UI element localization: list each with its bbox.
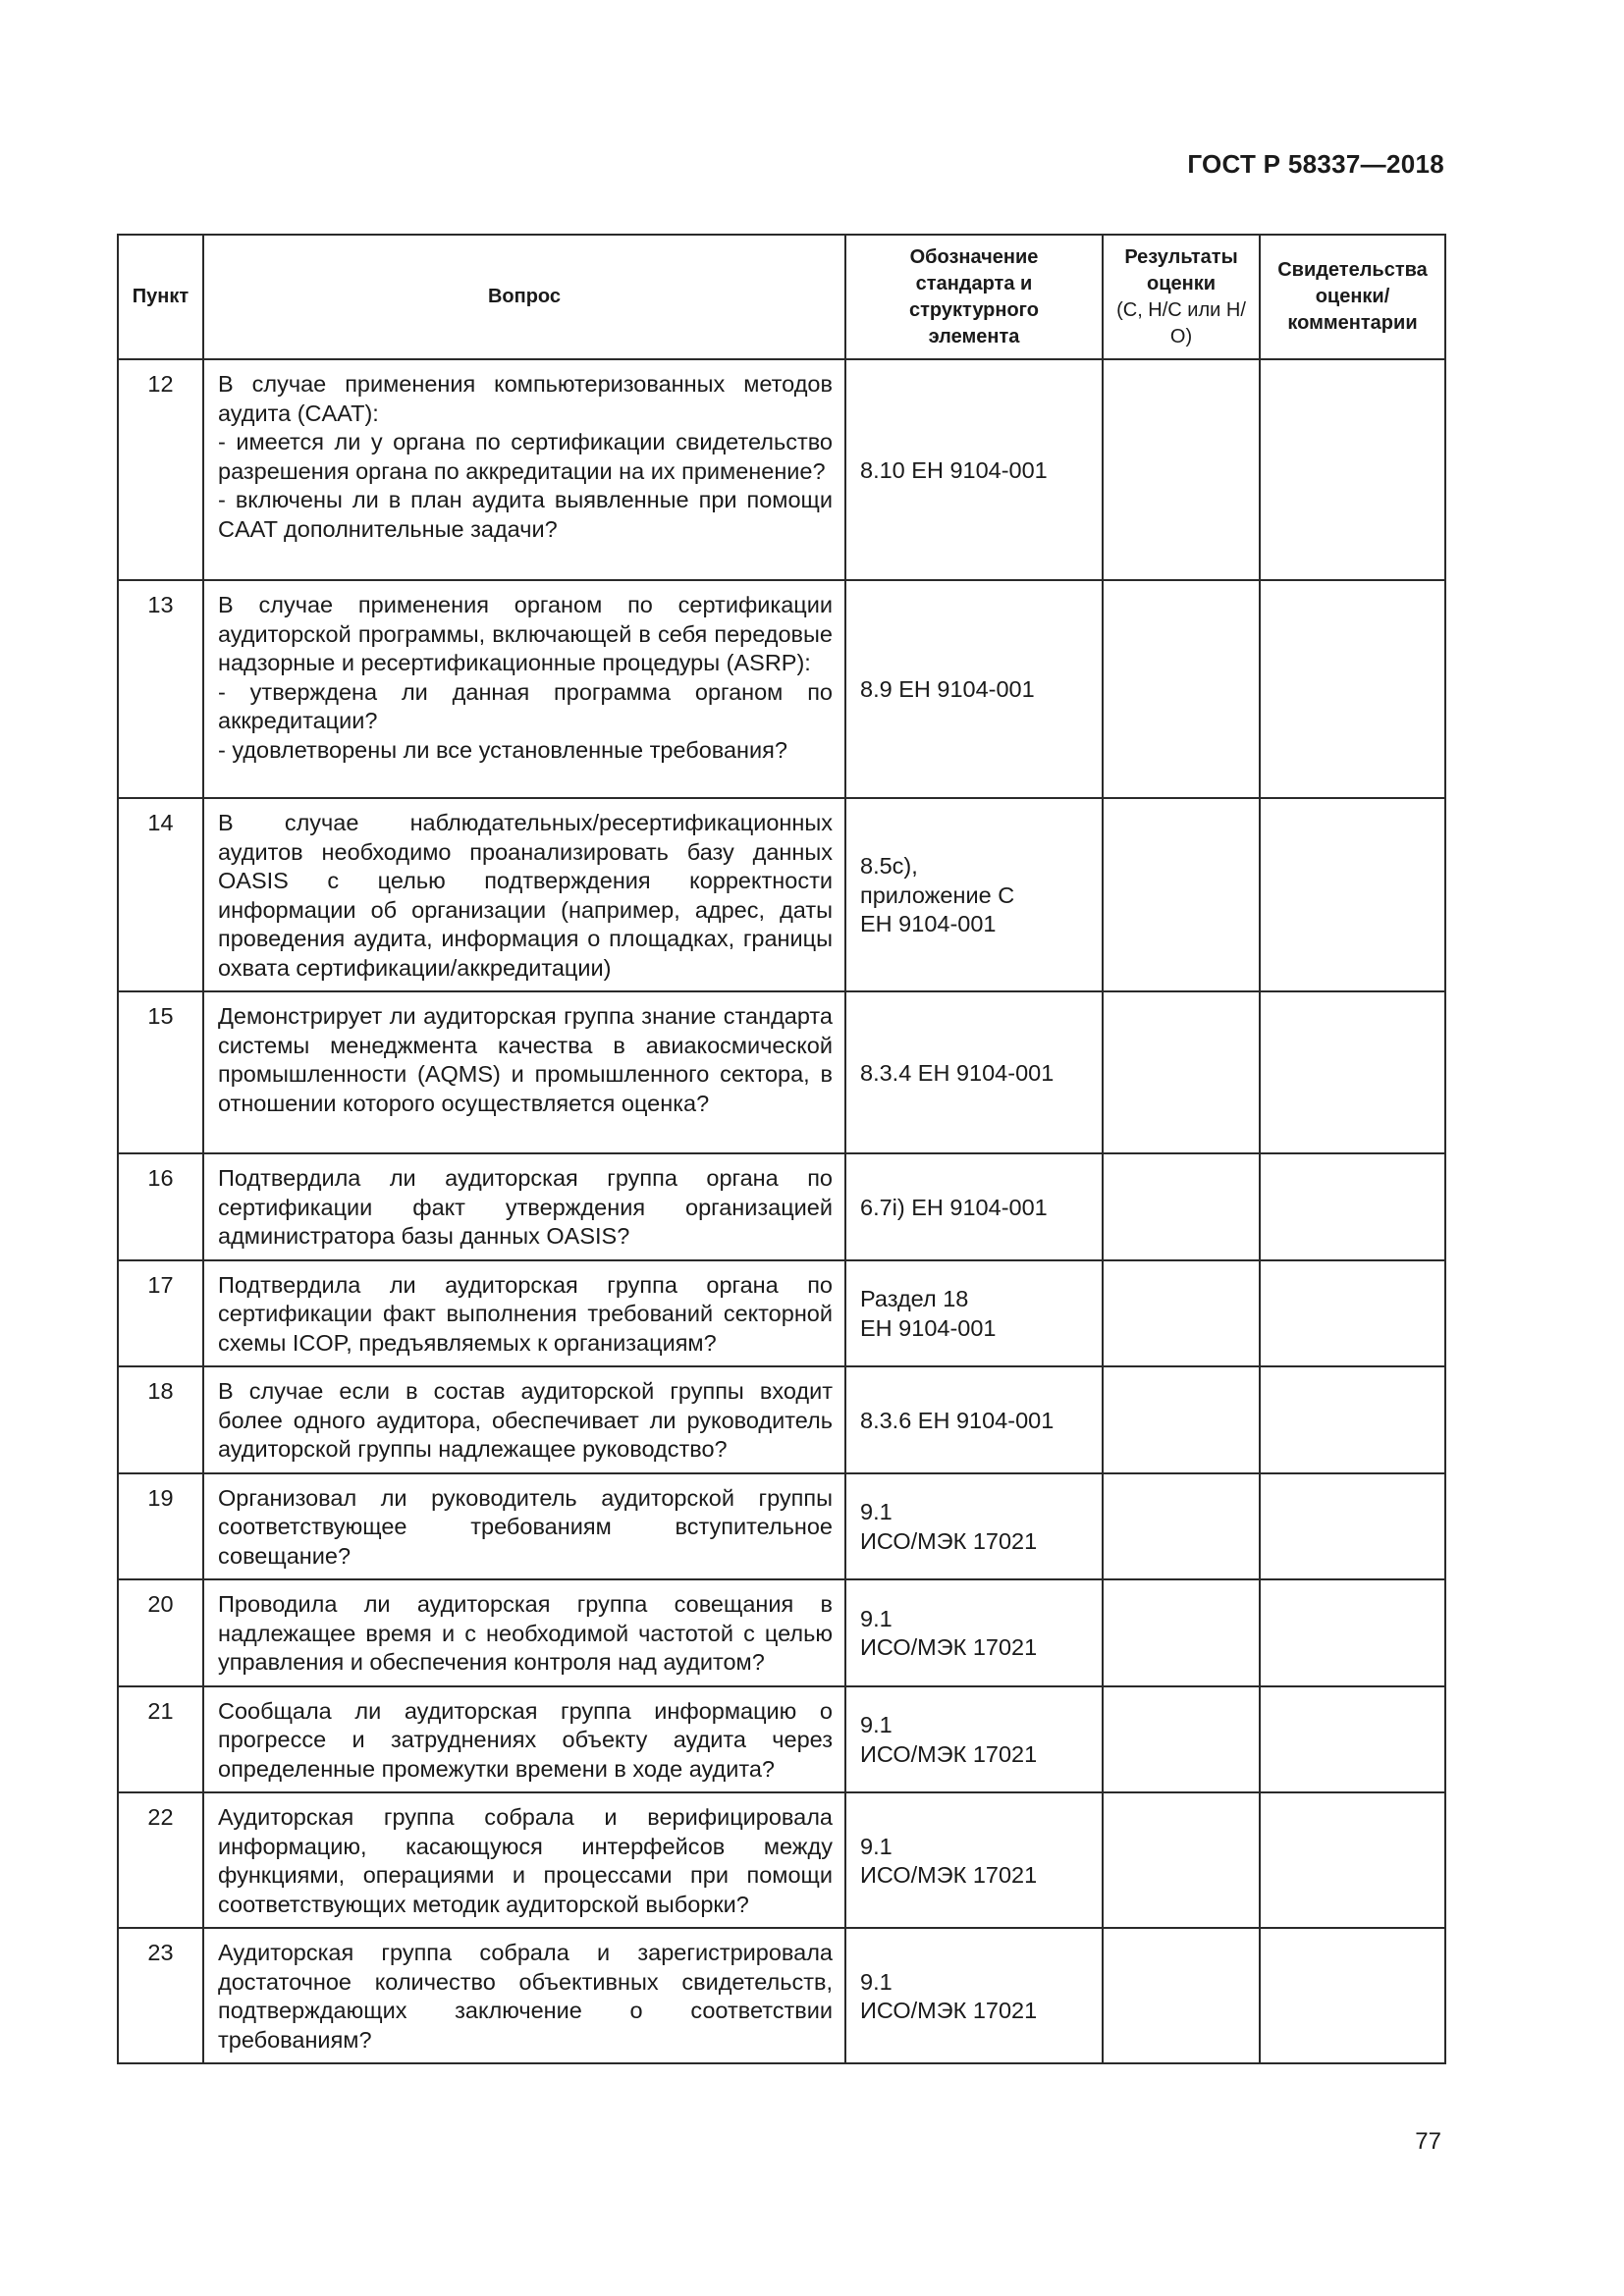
row-question — [203, 991, 845, 1153]
table-row — [118, 1579, 1445, 1686]
row-evidence-cell — [1260, 798, 1445, 991]
column-header-result-sub: (С, Н/С или Н/О) — [1116, 298, 1246, 347]
row-question — [203, 1473, 845, 1580]
column-header-evidence — [1260, 235, 1445, 359]
row-standard-reference-line: 6.7i) ЕН 9104-001 — [860, 1194, 1048, 1220]
row-result-cell — [1103, 1792, 1260, 1928]
row-question — [203, 1153, 845, 1260]
row-question-line: - включены ли в план аудита выявленные при помощи CAAT дополнительные задачи? — [218, 487, 833, 542]
row-evidence-cell — [1260, 991, 1445, 1153]
row-standard-reference — [845, 359, 1103, 580]
row-item-number — [118, 580, 203, 798]
row-question-line: В случае если в состав аудиторской группы входит более одного аудитора, обеспечивает ли руководитель аудиторской группы надлежащее руководство? — [218, 1378, 833, 1462]
row-evidence-cell — [1260, 1366, 1445, 1473]
row-standard-reference-line: ИСО/МЭК 17021 — [860, 1740, 1038, 1767]
row-item-number — [118, 1792, 203, 1928]
row-standard-reference — [845, 1686, 1103, 1793]
column-header-question: Вопрос — [203, 235, 845, 359]
page-number: 77 — [1415, 2128, 1441, 2155]
row-standard-reference — [845, 1579, 1103, 1686]
row-standard-reference — [845, 580, 1103, 798]
row-item-number-line: 21 — [147, 1697, 174, 1724]
column-header-standard — [845, 235, 1103, 359]
row-item-number-line: 22 — [147, 1804, 174, 1830]
document-id: ГОСТ Р 58337—2018 — [1187, 149, 1444, 179]
row-question-line: Сообщала ли аудиторская группа информацию о прогрессе и затруднениях объекту аудита через определенные промежутки времени в ходе аудита? — [218, 1697, 833, 1782]
row-standard-reference-line: 9.1 — [860, 1833, 893, 1859]
row-question — [203, 1260, 845, 1367]
table-row — [118, 1366, 1445, 1473]
row-item-number-line: 12 — [147, 371, 174, 397]
row-question-line: Проводила ли аудиторская группа совещания в надлежащее время и с необходимой частотой с целью управления и обеспечения контроля над аудитом? — [218, 1591, 833, 1675]
row-question — [203, 1928, 845, 2063]
checklist-table-container — [117, 234, 1444, 2064]
row-item-number-line: 15 — [147, 1003, 174, 1029]
row-question-line: Подтвердила ли аудиторская группа органа по сертификации факт утверждения организацией администратора базы данных OASIS? — [218, 1165, 833, 1249]
table-row — [118, 580, 1445, 798]
row-standard-reference — [845, 1928, 1103, 2063]
column-header-item: Пункт — [118, 235, 203, 359]
row-standard-reference-line: 9.1 — [860, 1712, 893, 1738]
row-standard-reference-line: ЕН 9104-001 — [860, 1314, 997, 1341]
row-evidence-cell — [1260, 1579, 1445, 1686]
row-question-line: - утверждена ли данная программа органом по аккредитации? — [218, 678, 833, 733]
row-standard-reference — [845, 1260, 1103, 1367]
row-item-number — [118, 359, 203, 580]
row-result-cell — [1103, 1366, 1260, 1473]
column-header-evidence-label: Свидетельства оценки/ комментарии — [1277, 259, 1428, 334]
row-item-number — [118, 1260, 203, 1367]
row-item-number — [118, 1579, 203, 1686]
column-header-standard-label: Обозначение стандарта и структурного элемента — [909, 245, 1039, 347]
row-question-line: Подтвердила ли аудиторская группа органа по сертификации факт выполнения требований секторной схемы ICOP, предъявляемых к организациям? — [218, 1271, 833, 1356]
row-question-line: В случае применения компьютеризованных методов аудита (CAAT): — [218, 371, 833, 426]
table-row — [118, 1928, 1445, 2063]
row-result-cell — [1103, 1153, 1260, 1260]
table-row — [118, 1153, 1445, 1260]
row-standard-reference-line: 9.1 — [860, 1499, 893, 1525]
row-item-number — [118, 1153, 203, 1260]
row-question — [203, 580, 845, 798]
row-evidence-cell — [1260, 1153, 1445, 1260]
row-standard-reference-line: 8.10 ЕН 9104-001 — [860, 456, 1048, 483]
row-evidence-cell — [1260, 1473, 1445, 1580]
row-question-line: Аудиторская группа собрала и верифицировала информацию, касающуюся интерфейсов между функциями, операциями и процессами при помощи соответствующих методик аудиторской выборки? — [218, 1804, 833, 1917]
row-item-number-line: 20 — [147, 1591, 174, 1617]
row-item-number — [118, 1686, 203, 1793]
checklist-table — [117, 234, 1446, 2064]
row-item-number — [118, 991, 203, 1153]
row-evidence-cell — [1260, 1686, 1445, 1793]
row-result-cell — [1103, 991, 1260, 1153]
row-standard-reference-line: ЕН 9104-001 — [860, 911, 997, 937]
row-result-cell — [1103, 580, 1260, 798]
row-question — [203, 1792, 845, 1928]
row-item-number — [118, 798, 203, 991]
row-item-number-line: 14 — [147, 810, 174, 835]
row-question-line: - имеется ли у органа по сертификации свидетельство разрешения органа по аккредитации на их применение? — [218, 429, 833, 484]
row-result-cell — [1103, 1686, 1260, 1793]
row-standard-reference-line: ИСО/МЭК 17021 — [860, 1862, 1038, 1888]
row-result-cell — [1103, 1579, 1260, 1686]
row-standard-reference-line: ИСО/МЭК 17021 — [860, 1634, 1038, 1661]
column-header-result — [1103, 235, 1260, 359]
row-standard-reference — [845, 798, 1103, 991]
row-standard-reference — [845, 1366, 1103, 1473]
row-question-line: Аудиторская группа собрала и зарегистрировала достаточное количество объективных свидетельств, подтверждающих заключение о соответствии требованиям? — [218, 1940, 833, 2053]
table-body — [118, 359, 1445, 2063]
row-standard-reference-line: 9.1 — [860, 1605, 893, 1631]
row-question-line: - удовлетворены ли все установленные требования? — [218, 736, 787, 763]
row-standard-reference-line: ИСО/МЭК 17021 — [860, 1998, 1038, 2023]
row-evidence-cell — [1260, 359, 1445, 580]
row-result-cell — [1103, 1473, 1260, 1580]
row-standard-reference-line: 8.3.4 ЕН 9104-001 — [860, 1059, 1055, 1086]
row-result-cell — [1103, 1260, 1260, 1367]
column-header-result-title: Результаты оценки — [1124, 245, 1238, 294]
row-evidence-cell — [1260, 580, 1445, 798]
row-standard-reference-line: 9.1 — [860, 1968, 893, 1995]
row-result-cell — [1103, 359, 1260, 580]
row-item-number-line: 13 — [147, 592, 174, 617]
table-row — [118, 991, 1445, 1153]
row-question-line: Организовал ли руководитель аудиторской группы соответствующее требованиям вступительное совещание? — [218, 1484, 833, 1569]
row-item-number-line: 19 — [147, 1484, 174, 1511]
row-result-cell — [1103, 1928, 1260, 2063]
row-item-number-line: 17 — [147, 1271, 174, 1298]
table-row — [118, 798, 1445, 991]
row-evidence-cell — [1260, 1792, 1445, 1928]
row-question-line: В случае наблюдательных/ресертификационных аудитов необходимо проанализировать базу данных OASIS с целью подтверждения корректности информации об организации (например, адрес, даты проведения аудита, информация о площадках, границы охвата сертификации/аккредитации) — [218, 810, 833, 981]
row-evidence-cell — [1260, 1260, 1445, 1367]
row-question — [203, 1366, 845, 1473]
table-row — [118, 1260, 1445, 1367]
row-standard-reference-line: Раздел 18 — [860, 1286, 969, 1312]
row-question — [203, 1579, 845, 1686]
row-result-cell — [1103, 798, 1260, 991]
row-item-number-line: 16 — [147, 1165, 174, 1191]
row-standard-reference-line: приложение С — [860, 881, 1015, 908]
row-standard-reference — [845, 1153, 1103, 1260]
row-item-number — [118, 1473, 203, 1580]
row-standard-reference-line: 8.3.6 ЕН 9104-001 — [860, 1407, 1055, 1433]
row-item-number-line: 18 — [147, 1378, 174, 1404]
row-standard-reference-line: 8.9 ЕН 9104-001 — [860, 676, 1035, 703]
row-question — [203, 798, 845, 991]
row-item-number — [118, 1366, 203, 1473]
row-item-number-line: 23 — [147, 1940, 174, 1965]
table-row — [118, 1686, 1445, 1793]
table-row — [118, 1473, 1445, 1580]
table-row — [118, 359, 1445, 580]
row-standard-reference — [845, 1473, 1103, 1580]
row-standard-reference-line: ИСО/МЭК 17021 — [860, 1527, 1038, 1554]
row-question-line: Демонстрирует ли аудиторская группа знание стандарта системы менеджмента качества в авиакосмической промышленности (AQMS) и промышленного сектора, в отношении которого осуществляется оценка? — [218, 1003, 833, 1116]
table-header-row — [118, 235, 1445, 359]
row-standard-reference-line: 8.5с), — [860, 853, 918, 880]
row-question — [203, 1686, 845, 1793]
row-standard-reference — [845, 991, 1103, 1153]
row-item-number — [118, 1928, 203, 2063]
row-question — [203, 359, 845, 580]
row-evidence-cell — [1260, 1928, 1445, 2063]
row-standard-reference — [845, 1792, 1103, 1928]
table-row — [118, 1792, 1445, 1928]
row-question-line: В случае применения органом по сертификации аудиторской программы, включающей в себя передовые надзорные и ресертификационные процедуры (ASRP): — [218, 592, 833, 675]
